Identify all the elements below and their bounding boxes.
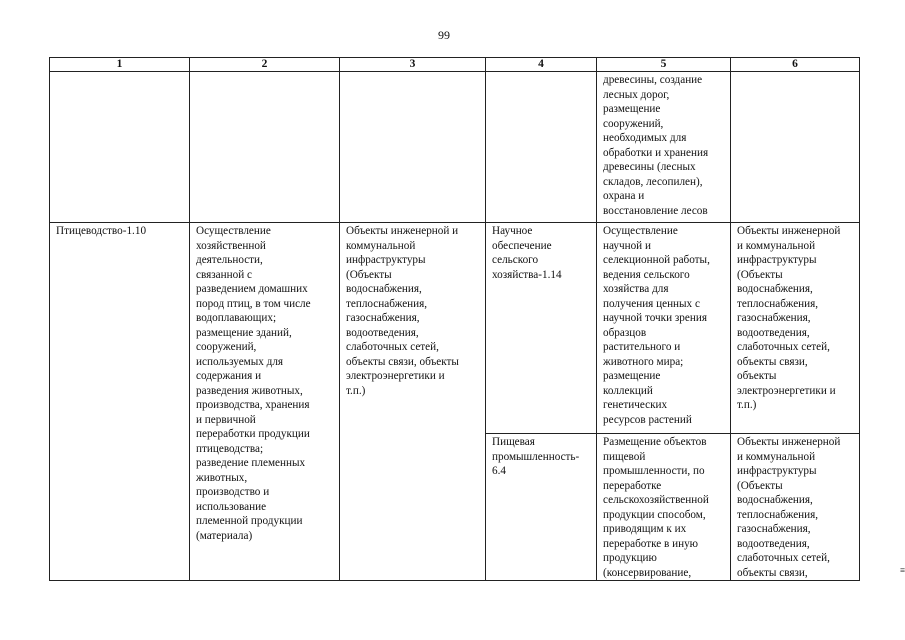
table-cell xyxy=(340,72,486,223)
table-cell xyxy=(731,72,860,223)
cell-text xyxy=(340,72,485,73)
conditional-use-description: Осуществление научной и селекционной работы, ведения сельского хозяйства для получения ценных с научной точки зрения образцов растительного и животного мира; размещение коллекций генетических ресурсов растений xyxy=(603,225,710,426)
cell-text xyxy=(731,72,859,73)
column-header-1: 1 xyxy=(50,58,190,72)
table-cell xyxy=(190,223,340,581)
table-cell xyxy=(597,434,731,581)
cell-text xyxy=(486,72,596,73)
conditional-use-type: Научное обеспечение сельского хозяйства-1.14 xyxy=(492,225,562,281)
column-header-4: 4 xyxy=(486,58,597,72)
main-use-objects: Объекты инженерной и коммунальной инфраструктуры (Объекты водоснабжения, теплоснабжения, газоснабжения, водоотведения, слаботочных сетей, объекты связи, объекты электроэнергетики и т.п.) xyxy=(346,225,459,397)
table-cell xyxy=(50,72,190,223)
column-header-2: 2 xyxy=(190,58,340,72)
table-cell xyxy=(597,223,731,434)
table-cell xyxy=(486,434,597,581)
column-header-5: 5 xyxy=(597,58,731,72)
table-cell xyxy=(731,434,860,581)
table-cell xyxy=(597,72,731,223)
main-use-description: Осуществление хозяйственной деятельности, связанной с разведением домашних пород птиц, в том числе водоплавающих; размещение зданий, сооружений, используемых для содержания и разведения животных, производства, хранения и первичной переработки продукции птицеводства; разведение племенных животных, производство и использование племенной продукции (материала) xyxy=(196,225,311,542)
column-header-3: 3 xyxy=(340,58,486,72)
header-row xyxy=(50,58,860,72)
table-row xyxy=(50,223,860,434)
conditional-use-objects: Объекты инженерной и коммунальной инфраструктуры (Объекты водоснабжения, теплоснабжения, газоснабжения, водоотведения, слаботочных сетей, объекты связи, xyxy=(737,436,841,579)
table-cell xyxy=(340,223,486,581)
table-row xyxy=(50,72,860,223)
table-cell xyxy=(486,223,597,434)
conditional-use-type: Пищевая промышленность- 6.4 xyxy=(492,436,580,477)
table-cell xyxy=(190,72,340,223)
forestry-use-description: древесины, создание лесных дорог, размещение сооружений, необходимых для обработки и хранения древесины (лесных складов, лесопилен), охрана и восстановление лесов xyxy=(603,74,709,217)
cell-text xyxy=(190,72,339,73)
table-cell xyxy=(731,223,860,434)
column-header-6: 6 xyxy=(731,58,860,72)
main-use-type: Птицеводство-1.10 xyxy=(56,225,147,237)
land-use-table xyxy=(49,57,860,581)
conditional-use-objects: Объекты инженерной и коммунальной инфраструктуры (Объекты водоснабжения, теплоснабжения, газоснабжения, водоотведения, слаботочных сетей, объекты связи, объекты электроэнергетики и т.п.) xyxy=(737,225,841,411)
page-number: 99 xyxy=(438,28,450,42)
scan-edge-mark: ≡ xyxy=(900,566,905,574)
table-cell xyxy=(486,72,597,223)
table-cell xyxy=(50,223,190,581)
conditional-use-description: Размещение объектов пищевой промышленности, по переработке сельскохозяйственной продукции способом, приводящим к их переработке в иную продукцию (консервирование, xyxy=(603,436,709,579)
cell-text xyxy=(50,72,189,73)
